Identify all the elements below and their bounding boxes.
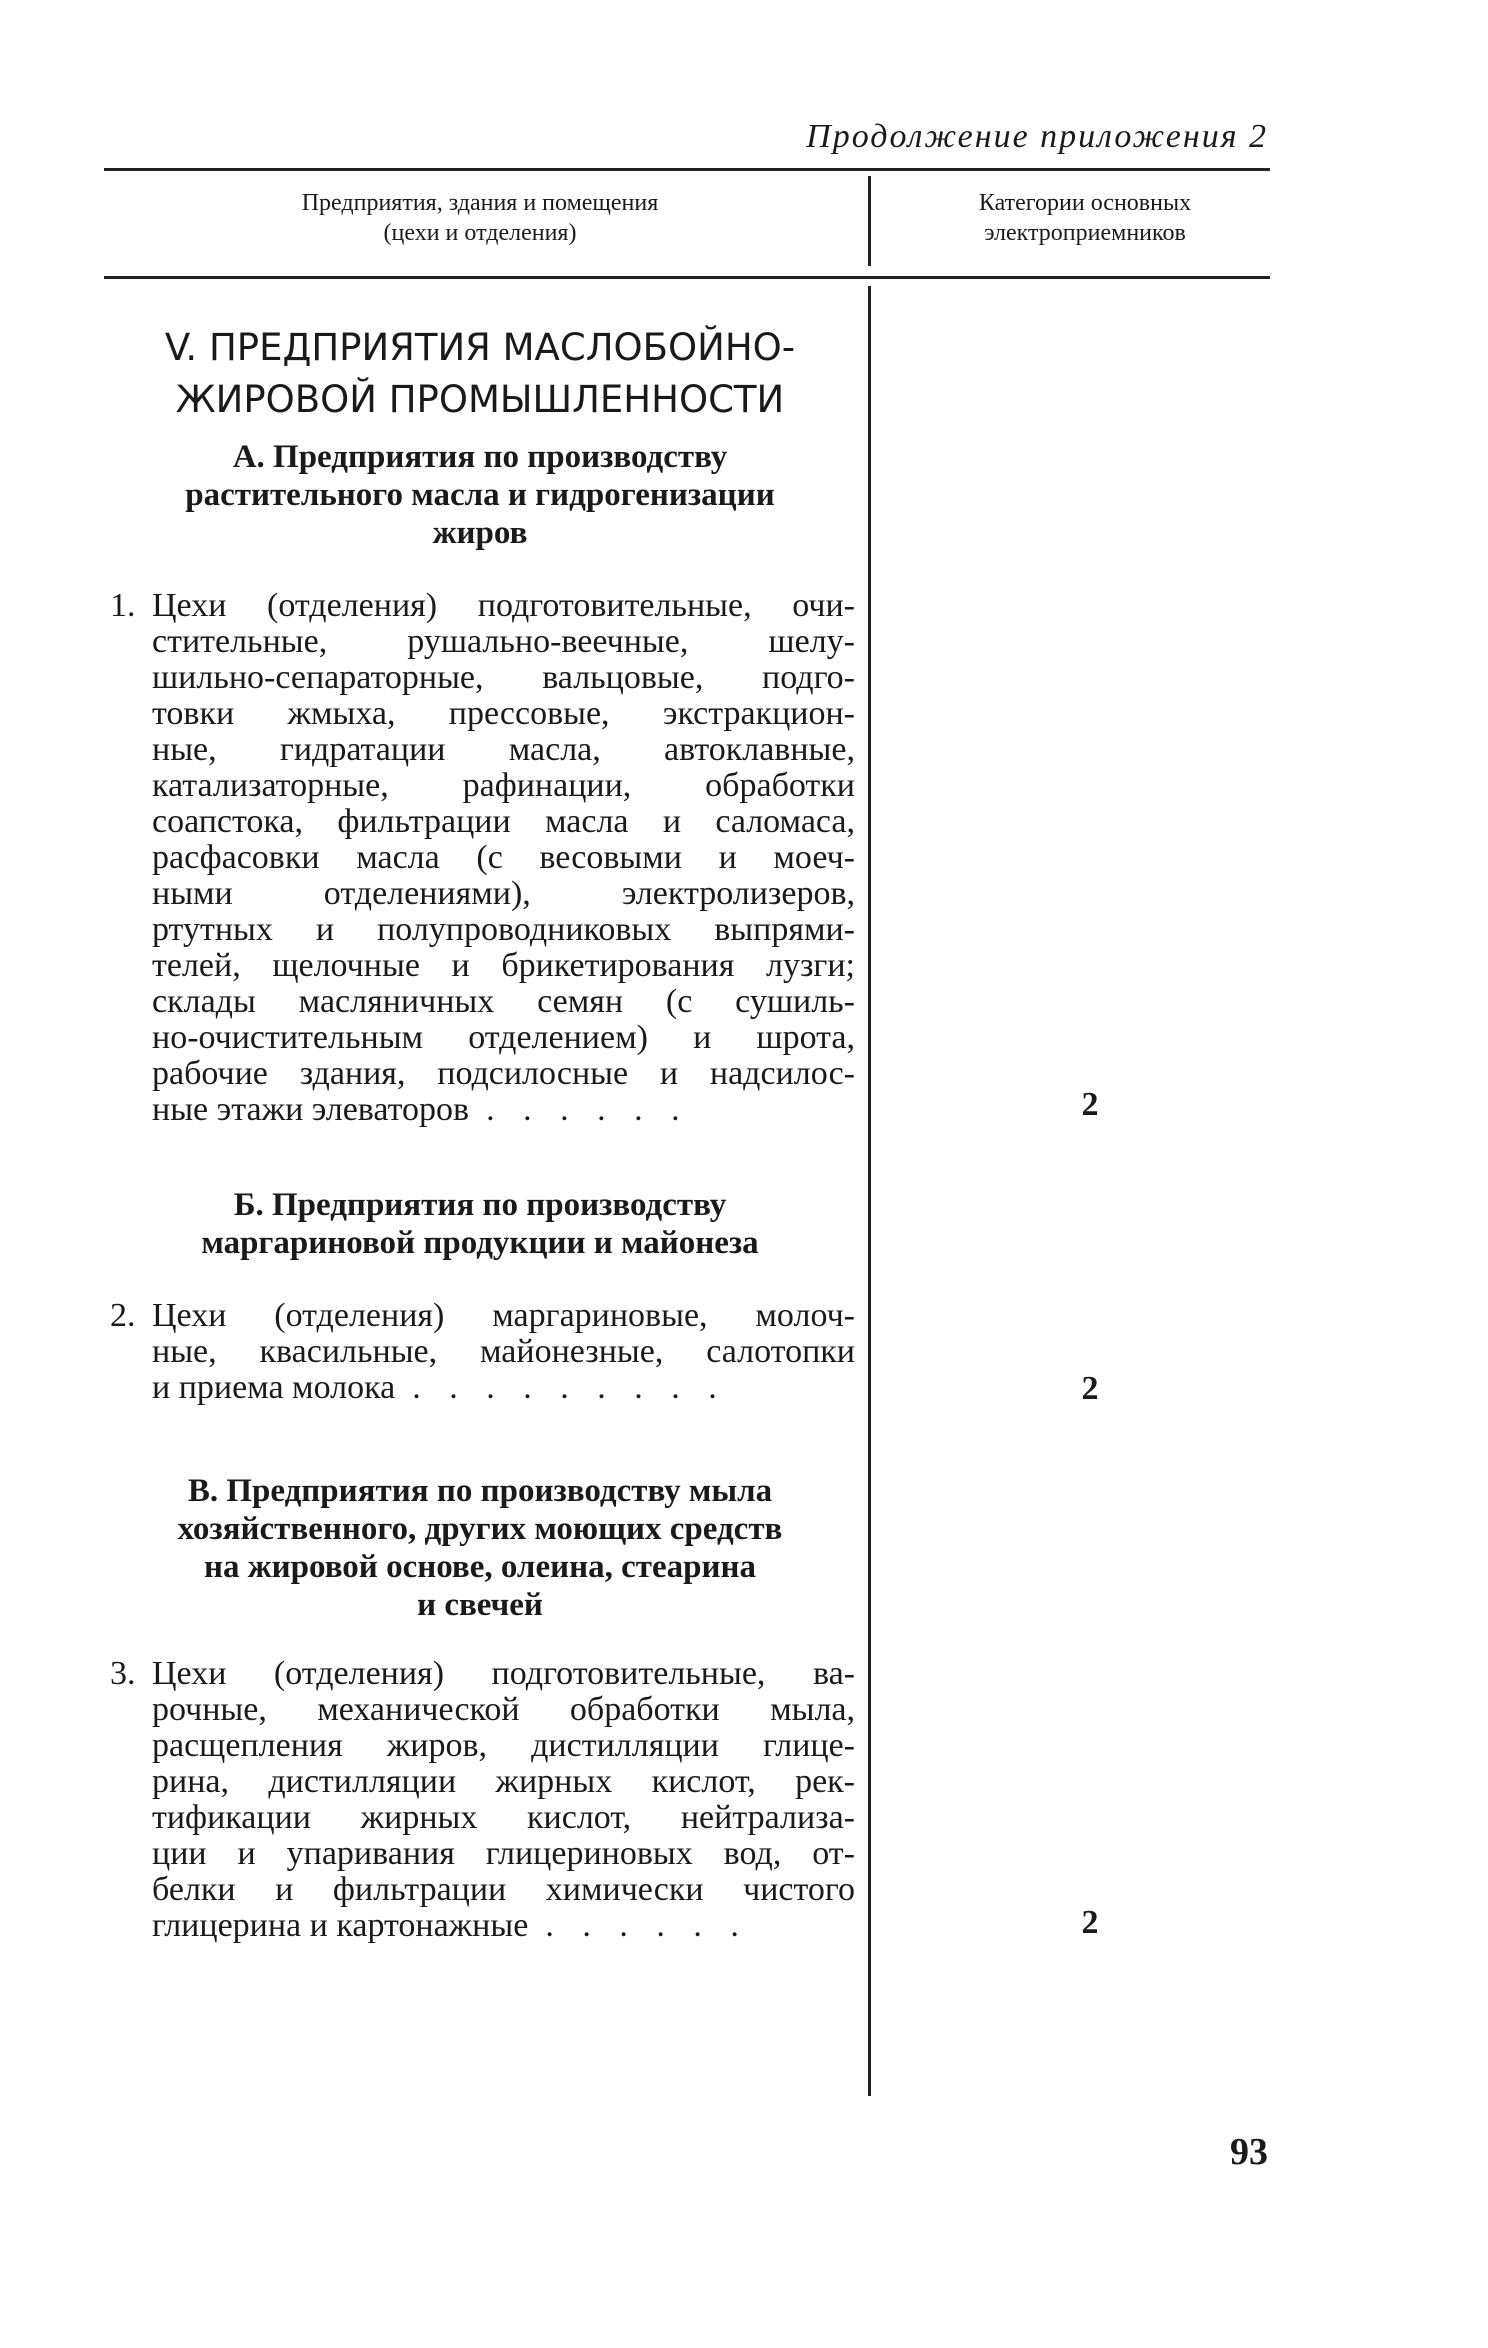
table-top-rule bbox=[104, 168, 1270, 171]
table-header-rule bbox=[104, 276, 1270, 279]
item-line: склады масляничных семян (с сушиль- bbox=[152, 983, 855, 1020]
item-line: рочные, механической обработки мыла, bbox=[152, 1691, 855, 1728]
item-line: Цехи (отделения) подготовительные, очи- bbox=[152, 587, 855, 624]
list-item-2 bbox=[110, 1298, 855, 1406]
section-title-line2: ЖИРОВОЙ ПРОМЫШЛЕННОСТИ bbox=[175, 378, 785, 421]
item-line-last bbox=[152, 1908, 855, 1944]
item-number: 2. bbox=[110, 1297, 136, 1334]
subsection-a-line2: растительного масла и гидрогенизации bbox=[185, 477, 775, 513]
item-line: товки жмыха, прессовые, экстракцион- bbox=[152, 695, 855, 732]
header-column-divider bbox=[868, 176, 871, 266]
item-line-text: глицерина и картонажные bbox=[152, 1907, 529, 1944]
item-line-last bbox=[152, 1092, 855, 1128]
subsection-c-line4: и свечей bbox=[417, 1587, 543, 1623]
subsection-b-line1: Б. Предприятия по производству bbox=[233, 1187, 727, 1223]
item-line: расщепления жиров, дистилляции глице- bbox=[152, 1727, 855, 1764]
subsection-a-line3: жиров bbox=[432, 515, 528, 551]
item-line: но-очистительным отделением) и шрота, bbox=[152, 1019, 855, 1056]
item-line: соапстока, фильтрации масла и саломаса, bbox=[152, 803, 855, 840]
column-header-categories-line1: Категории основных bbox=[978, 190, 1192, 216]
item-number: 1. bbox=[110, 587, 136, 624]
column-header-enterprises-line2: (цехи и отделения) bbox=[383, 220, 577, 246]
item-text bbox=[152, 1298, 855, 1406]
item-line: белки и фильтрации химически чистого bbox=[152, 1871, 855, 1908]
item-line: ции и упаривания глицериновых вод, от- bbox=[152, 1835, 855, 1872]
item-line-last bbox=[152, 1370, 855, 1406]
item-line: рина, дистилляции жирных кислот, рек- bbox=[152, 1763, 855, 1800]
item-line-text: ные этажи элеваторов bbox=[152, 1091, 470, 1128]
page-number: 93 bbox=[1230, 2131, 1268, 2173]
item-line: тификации жирных кислот, нейтрализа- bbox=[152, 1799, 855, 1836]
item-line-text: и приема молока bbox=[152, 1369, 396, 1406]
subsection-a-heading bbox=[110, 438, 850, 552]
list-item-3 bbox=[110, 1656, 855, 1944]
dot-leader: . . . . . . bbox=[486, 1091, 690, 1128]
list-item-1 bbox=[110, 588, 855, 1128]
subsection-b-heading bbox=[110, 1186, 850, 1262]
item-number: 3. bbox=[110, 1655, 136, 1692]
item-line: телей, щелочные и брикетирования лузги; bbox=[152, 947, 855, 984]
item-line: Цехи (отделения) маргариновые, молоч- bbox=[152, 1297, 855, 1334]
item-line: стительные, рушально-веечные, шелу- bbox=[152, 623, 855, 660]
column-header-categories bbox=[900, 188, 1270, 248]
item-line: расфасовки масла (с весовыми и моеч- bbox=[152, 839, 855, 876]
item-text bbox=[152, 588, 855, 1128]
section-title bbox=[110, 322, 850, 426]
item-line: ными отделениями), электролизеров, bbox=[152, 875, 855, 912]
item-text bbox=[152, 1656, 855, 1944]
item-line: ртутных и полупроводниковых выпрями- bbox=[152, 911, 855, 948]
item-line: катализаторные, рафинации, обработки bbox=[152, 767, 855, 804]
category-value-1: 2 bbox=[1081, 1086, 1099, 1123]
column-header-enterprises-line1: Предприятия, здания и помещения bbox=[301, 190, 659, 216]
item-line: Цехи (отделения) подготовительные, ва- bbox=[152, 1655, 855, 1692]
dot-leader: . . . . . . . . . bbox=[412, 1369, 727, 1406]
item-line: шильно-сепараторные, вальцовые, подго- bbox=[152, 659, 855, 696]
column-header-categories-line2: электроприемников bbox=[984, 220, 1186, 246]
item-line: рабочие здания, подсилосные и надсилос- bbox=[152, 1055, 855, 1092]
column-header-enterprises bbox=[200, 188, 760, 248]
item-line: ные, квасильные, майонезные, салотопки bbox=[152, 1333, 855, 1370]
dot-leader: . . . . . . bbox=[545, 1907, 749, 1944]
subsection-c-heading bbox=[110, 1472, 850, 1624]
subsection-c-line3: на жировой основе, олеина, стеарина bbox=[203, 1549, 757, 1585]
category-value-3: 2 bbox=[1081, 1904, 1099, 1941]
item-line: ные, гидратации масла, автоклавные, bbox=[152, 731, 855, 768]
category-value-2: 2 bbox=[1081, 1370, 1099, 1407]
subsection-a-line1: А. Предприятия по производству bbox=[232, 439, 728, 475]
subsection-b-line2: маргариновой продукции и майонеза bbox=[201, 1225, 759, 1261]
subsection-c-line1: В. Предприятия по производству мыла bbox=[187, 1473, 773, 1509]
section-title-line1: V. ПРЕДПРИЯТИЯ МАСЛОБОЙНО- bbox=[164, 326, 796, 369]
continuation-caption: Продолжение приложения 2 bbox=[806, 118, 1268, 155]
subsection-c-line2: хозяйственного, других моющих средств bbox=[177, 1511, 783, 1547]
body-column-divider bbox=[868, 286, 871, 2096]
